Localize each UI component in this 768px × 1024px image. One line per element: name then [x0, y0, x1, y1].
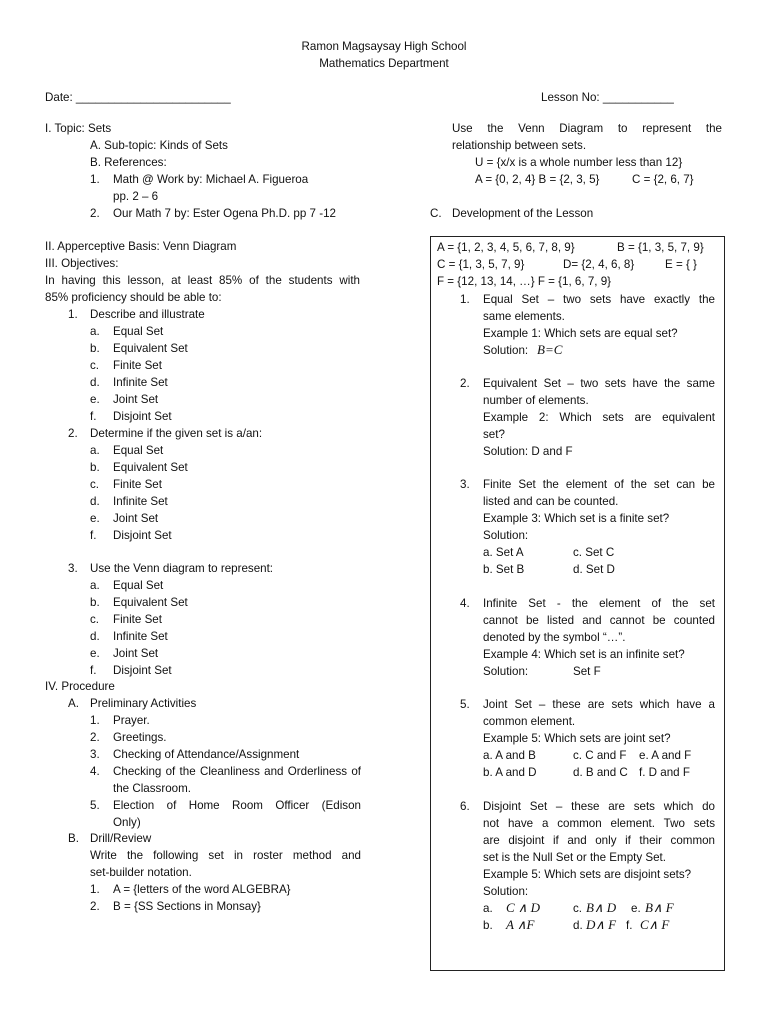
lesson-number-field: Lesson No: ___________: [541, 91, 674, 104]
choice-math: B∧ F: [645, 900, 674, 915]
definition: Equal Set – two sets have exactly the: [483, 293, 715, 306]
reference: Our Math 7 by: Ester Ogena Ph.D. pp 7 -12: [113, 207, 336, 220]
list-item: Infinite Set: [113, 630, 168, 643]
list-letter: b.: [90, 596, 100, 609]
example: Example 5: Which sets are joint set?: [483, 732, 671, 745]
choice: f. D and F: [639, 766, 690, 779]
example: Example 3: Which set is a finite set?: [483, 512, 670, 525]
ref-number: 2.: [90, 207, 100, 220]
drill-item: A = {letters of the word ALGEBRA}: [113, 883, 291, 896]
definition: not have a common element. Two sets: [483, 817, 715, 830]
venn-instruction: relationship between sets.: [452, 139, 587, 152]
choice: a. A and B: [483, 749, 536, 762]
activity: Prayer.: [113, 714, 150, 727]
definition: same elements.: [483, 310, 565, 323]
list-item: Joint Set: [113, 647, 159, 660]
objective-number: 3.: [68, 562, 78, 575]
sets-a-b: A = {0, 2, 4} B = {2, 3, 5}: [475, 173, 600, 186]
choice: a. Set A: [483, 546, 524, 559]
set-d: D= {2, 4, 6, 8}: [563, 258, 635, 271]
example: Example 1: Which sets are equal set?: [483, 327, 678, 340]
set-e: E = { }: [665, 258, 697, 271]
list-letter: f.: [90, 529, 97, 542]
references-heading: B. References:: [90, 156, 167, 169]
list-item: Infinite Set: [113, 495, 168, 508]
section-letter: B.: [68, 832, 79, 845]
choice-letter: c.: [573, 902, 583, 915]
objectives-intro: In having this lesson, at least 85% of the students with: [45, 274, 360, 287]
definition: Equivalent Set – two sets have the same: [483, 377, 715, 390]
activity: Checking of Attendance/Assignment: [113, 748, 300, 761]
example: set?: [483, 428, 505, 441]
activity-number: 1.: [90, 714, 100, 727]
solution-label: Solution:: [483, 344, 529, 357]
definition: common element.: [483, 715, 576, 728]
list-letter: c.: [90, 613, 100, 626]
objectives-intro: 85% proficiency should be able to:: [45, 291, 222, 304]
definition: Joint Set – these are sets which have a: [483, 698, 715, 711]
activity-number: 3.: [90, 748, 100, 761]
list-letter: e.: [90, 512, 100, 525]
list-letter: b.: [90, 342, 100, 355]
list-letter: c.: [90, 359, 100, 372]
list-letter: a.: [90, 444, 100, 457]
list-letter: a.: [90, 325, 100, 338]
objective: Determine if the given set is a/an:: [90, 427, 263, 440]
drill-instruction: Write the following set in roster method and: [90, 849, 361, 862]
venn-instruction: Use the Venn Diagram to represent the: [452, 122, 722, 135]
choice-math: C ∧ D: [506, 900, 541, 915]
apperceptive-basis: II. Apperceptive Basis: Venn Diagram: [45, 240, 237, 253]
choice-math: C∧ F: [640, 917, 670, 932]
list-item: Finite Set: [113, 478, 162, 491]
choice-letter: f.: [626, 919, 633, 932]
drill-review: Drill/Review: [90, 832, 152, 845]
list-item: Joint Set: [113, 393, 159, 406]
set-c: C = {2, 6, 7}: [632, 173, 694, 186]
objective: Use the Venn diagram to represent:: [90, 562, 274, 575]
solution: Solution: D and F: [483, 445, 573, 458]
choice: b. Set B: [483, 563, 525, 576]
list-item: Finite Set: [113, 613, 162, 626]
list-item: Infinite Set: [113, 376, 168, 389]
list-item: Disjoint Set: [113, 529, 172, 542]
item-number: 6.: [460, 800, 470, 813]
ref-number: 1.: [90, 173, 100, 186]
activity: Election of Home Room Officer (Edison: [113, 799, 361, 812]
activity-number: 2.: [90, 731, 100, 744]
example: Example 5: Which sets are disjoint sets?: [483, 868, 692, 881]
item-number: 1.: [460, 293, 470, 306]
definition: set is the Null Set or the Empty Set.: [483, 851, 667, 864]
choice: d. B and C: [573, 766, 628, 779]
set-a: A = {1, 2, 3, 4, 5, 6, 7, 8, 9}: [437, 241, 575, 254]
activity: Only): [113, 816, 141, 829]
date-field: Date: ________________________: [45, 91, 231, 104]
list-item: Joint Set: [113, 512, 159, 525]
list-item: Equal Set: [113, 325, 164, 338]
choice: b. A and D: [483, 766, 537, 779]
objective: Describe and illustrate: [90, 308, 205, 321]
example: Example 2: Which sets are equivalent: [483, 411, 715, 424]
activity-number: 5.: [90, 799, 100, 812]
section-letter: C.: [430, 207, 442, 220]
drill-instruction: set-builder notation.: [90, 866, 192, 879]
choice-math: D∧ F: [586, 917, 617, 932]
list-letter: d.: [90, 495, 100, 508]
set-c: C = {1, 3, 5, 7, 9}: [437, 258, 525, 271]
list-letter: e.: [90, 393, 100, 406]
list-item: Disjoint Set: [113, 410, 172, 423]
solution-label: Solution:: [483, 885, 529, 898]
choice-letter: b.: [483, 919, 493, 932]
definition: number of elements.: [483, 394, 589, 407]
choice: e. A and F: [639, 749, 692, 762]
list-item: Equivalent Set: [113, 342, 188, 355]
list-item: Equivalent Set: [113, 596, 188, 609]
solution-label: Solution:: [483, 529, 529, 542]
definition: cannot be listed and cannot be counted: [483, 614, 715, 627]
definition: Finite Set the element of the set can be: [483, 478, 715, 491]
solution-value: Set F: [573, 665, 601, 678]
choice: c. C and F: [573, 749, 627, 762]
drill-number: 2.: [90, 900, 100, 913]
set-f: F = {12, 13, 14, …} F = {1, 6, 7, 9}: [437, 275, 612, 288]
set-b: B = {1, 3, 5, 7, 9}: [617, 241, 704, 254]
drill-item: B = {SS Sections in Monsay}: [113, 900, 261, 913]
choice-letter: a.: [483, 902, 493, 915]
list-letter: f.: [90, 410, 97, 423]
choice: c. Set C: [573, 546, 615, 559]
activity: the Classroom.: [113, 782, 191, 795]
activity-number: 4.: [90, 765, 100, 778]
item-number: 3.: [460, 478, 470, 491]
drill-number: 1.: [90, 883, 100, 896]
example: Example 4: Which set is an infinite set?: [483, 648, 685, 661]
solution-label: Solution:: [483, 665, 529, 678]
topic: I. Topic: Sets: [45, 122, 112, 135]
list-item: Equivalent Set: [113, 461, 188, 474]
list-letter: a.: [90, 579, 100, 592]
list-letter: d.: [90, 376, 100, 389]
reference-pages: pp. 2 – 6: [113, 190, 159, 203]
definition: Disjoint Set – these are sets which do: [483, 800, 715, 813]
section-letter: A.: [68, 697, 79, 710]
procedure-heading: IV. Procedure: [45, 680, 115, 693]
activity: Checking of the Cleanliness and Orderliness of: [113, 765, 361, 778]
item-number: 5.: [460, 698, 470, 711]
department-name: Mathematics Department: [319, 57, 449, 70]
subtopic: A. Sub-topic: Kinds of Sets: [90, 139, 228, 152]
objectives-heading: III. Objectives:: [45, 257, 119, 270]
list-letter: f.: [90, 664, 97, 677]
development-heading: Development of the Lesson: [452, 207, 594, 220]
choice-math: B∧ D: [586, 900, 617, 915]
choice-math: A ∧F: [506, 917, 535, 932]
list-letter: d.: [90, 630, 100, 643]
activity: Greetings.: [113, 731, 167, 744]
definition: Infinite Set - the element of the set: [483, 597, 715, 610]
list-letter: b.: [90, 461, 100, 474]
list-item: Disjoint Set: [113, 664, 172, 677]
objective-number: 2.: [68, 427, 78, 440]
objective-number: 1.: [68, 308, 78, 321]
choice: d. Set D: [573, 563, 615, 576]
reference: Math @ Work by: Michael A. Figueroa: [113, 173, 309, 186]
list-item: Equal Set: [113, 579, 164, 592]
list-item: Finite Set: [113, 359, 162, 372]
list-letter: e.: [90, 647, 100, 660]
universal-set: U = {x/x is a whole number less than 12}: [475, 156, 683, 169]
definition: are disjoint if and only if their common: [483, 834, 715, 847]
choice-letter: e.: [631, 902, 641, 915]
item-number: 4.: [460, 597, 470, 610]
school-name: Ramon Magsaysay High School: [301, 40, 467, 53]
choice-letter: d.: [573, 919, 583, 932]
item-number: 2.: [460, 377, 470, 390]
definition: listed and can be counted.: [483, 495, 619, 508]
definition: denoted by the symbol “…”.: [483, 631, 626, 644]
solution-math: B=C: [537, 342, 563, 357]
list-letter: c.: [90, 478, 100, 491]
list-item: Equal Set: [113, 444, 164, 457]
preliminary-activities: Preliminary Activities: [90, 697, 197, 710]
